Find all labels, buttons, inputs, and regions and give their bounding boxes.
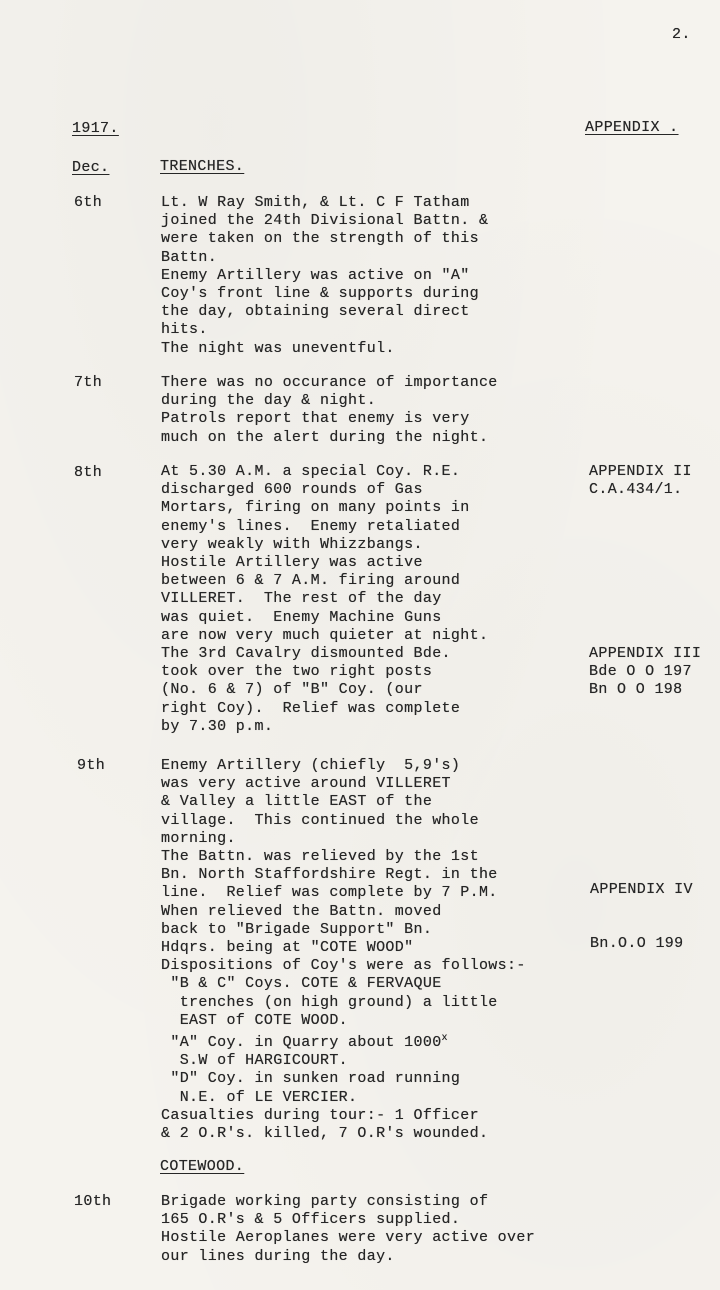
text-line: discharged 600 rounds of Gas bbox=[161, 481, 423, 499]
text-line: are now very much quieter at night. bbox=[161, 626, 489, 644]
text-line: right Coy). Relief was complete bbox=[161, 699, 461, 717]
text-line: Bn. North Staffordshire Regt. in the bbox=[161, 866, 498, 884]
text-line: our lines during the day. bbox=[161, 1247, 395, 1265]
entry-text-6th bbox=[161, 194, 488, 358]
appendix-heading: APPENDIX . bbox=[585, 119, 679, 136]
text-line: between 6 & 7 A.M. firing around bbox=[161, 572, 461, 590]
page-number: 2. bbox=[672, 26, 691, 43]
text-line: Enemy Artillery was active on "A" bbox=[161, 266, 470, 284]
margin-note-appendix-ii bbox=[589, 463, 692, 499]
section-heading-cotewood: COTEWOOD. bbox=[160, 1158, 245, 1175]
text-line: hits. bbox=[161, 321, 208, 339]
text-line: 165 O.R's & 5 Officers supplied. bbox=[161, 1211, 461, 1229]
text-line: much on the alert during the night. bbox=[161, 428, 489, 446]
text-line: The night was uneventful. bbox=[161, 339, 395, 357]
text-line: Lt. W Ray Smith, & Lt. C F Tatham bbox=[161, 194, 470, 211]
text-line: "D" Coy. in sunken road running bbox=[161, 1070, 461, 1088]
text-line: enemy's lines. Enemy retaliated bbox=[161, 517, 461, 535]
text-line: the day, obtaining several direct bbox=[161, 303, 470, 321]
entry-date-10th: 10th bbox=[74, 1193, 112, 1210]
text-line: VILLERET. The rest of the day bbox=[161, 590, 442, 608]
margin-note-bn-oo-199: Bn.O.O 199 bbox=[590, 935, 684, 952]
entry-text-10th bbox=[161, 1193, 535, 1266]
text-line: Brigade working party consisting of bbox=[161, 1193, 489, 1210]
text-line: The Battn. was relieved by the 1st bbox=[161, 848, 479, 866]
text-line: "B & C" Coys. COTE & FERVAQUE bbox=[161, 975, 442, 993]
text-line: Patrols report that enemy is very bbox=[161, 410, 470, 428]
text-line: trenches (on high ground) a little bbox=[161, 993, 498, 1011]
text-line: Coy's front line & supports during bbox=[161, 285, 479, 303]
entry-date-6th: 6th bbox=[74, 194, 103, 211]
text-line: was very active around VILLERET bbox=[161, 775, 451, 793]
text-line: Hdqrs. being at "COTE WOOD" bbox=[161, 939, 414, 957]
text-line: by 7.30 p.m. bbox=[161, 717, 274, 735]
text-line: APPENDIX III bbox=[589, 645, 702, 662]
margin-note-appendix-iii bbox=[589, 645, 701, 700]
text-line: back to "Brigade Support" Bn. bbox=[161, 920, 433, 938]
text-line: At 5.30 A.M. a special Coy. R.E. bbox=[161, 463, 461, 480]
text-line: was quiet. Enemy Machine Guns bbox=[161, 608, 442, 626]
text-line: took over the two right posts bbox=[161, 663, 433, 681]
text-line: Mortars, firing on many points in bbox=[161, 499, 470, 517]
text-line: were taken on the strength of this bbox=[161, 230, 479, 248]
text-line: Enemy Artillery (chiefly 5,9's) bbox=[161, 757, 461, 774]
entry-text-7th bbox=[161, 374, 498, 447]
text-line: C.A.434/1. bbox=[589, 481, 683, 499]
text-line: & Valley a little EAST of the bbox=[161, 793, 433, 811]
text-line: joined the 24th Divisional Battn. & bbox=[161, 212, 489, 230]
text-line: The 3rd Cavalry dismounted Bde. bbox=[161, 645, 451, 663]
entry-text-8th bbox=[161, 463, 488, 736]
text-line: morning. bbox=[161, 829, 236, 847]
text-line: very weakly with Whizzbangs. bbox=[161, 535, 423, 553]
text-line: during the day & night. bbox=[161, 392, 377, 410]
text-line: Battn. bbox=[161, 248, 218, 266]
text-line: N.E. of LE VERCIER. bbox=[161, 1088, 358, 1106]
text-line: Dispositions of Coy's were as follows:- bbox=[161, 957, 526, 975]
text-line: APPENDIX II bbox=[589, 463, 692, 480]
section-heading-trenches: TRENCHES. bbox=[160, 158, 245, 175]
text-line: S.W of HARGICOURT. bbox=[161, 1052, 349, 1070]
entry-text-9th bbox=[161, 757, 526, 1143]
text-line: village. This continued the whole bbox=[161, 811, 479, 829]
text-line: When relieved the Battn. moved bbox=[161, 902, 442, 920]
entry-date-9th: 9th bbox=[77, 757, 106, 774]
text-line: Hostile Aeroplanes were very active over bbox=[161, 1229, 536, 1247]
text-line: Casualties during tour:- 1 Officer bbox=[161, 1106, 479, 1124]
text-line: "A" Coy. in Quarry about 1000$^x$ bbox=[161, 1033, 448, 1052]
superscript-mark: x bbox=[441, 1033, 448, 1045]
entry-date-7th: 7th bbox=[74, 374, 103, 391]
text-line: & 2 O.R's. killed, 7 O.R's wounded. bbox=[161, 1125, 489, 1143]
text-line: line. Relief was complete by 7 P.M. bbox=[161, 884, 498, 902]
text-line: There was no occurance of importance bbox=[161, 374, 498, 391]
text-line: Bde O O 197 bbox=[589, 663, 692, 681]
text-line: Hostile Artillery was active bbox=[161, 554, 423, 572]
entry-date-8th: 8th bbox=[74, 464, 103, 481]
margin-note-appendix-iv: APPENDIX IV bbox=[590, 881, 693, 898]
text-line: EAST of COTE WOOD. bbox=[161, 1011, 349, 1029]
year-heading: 1917. bbox=[72, 120, 119, 137]
month-label: Dec. bbox=[72, 159, 110, 176]
text-line: (No. 6 & 7) of "B" Coy. (our bbox=[161, 681, 423, 699]
text-line: Bn O O 198 bbox=[589, 681, 683, 699]
